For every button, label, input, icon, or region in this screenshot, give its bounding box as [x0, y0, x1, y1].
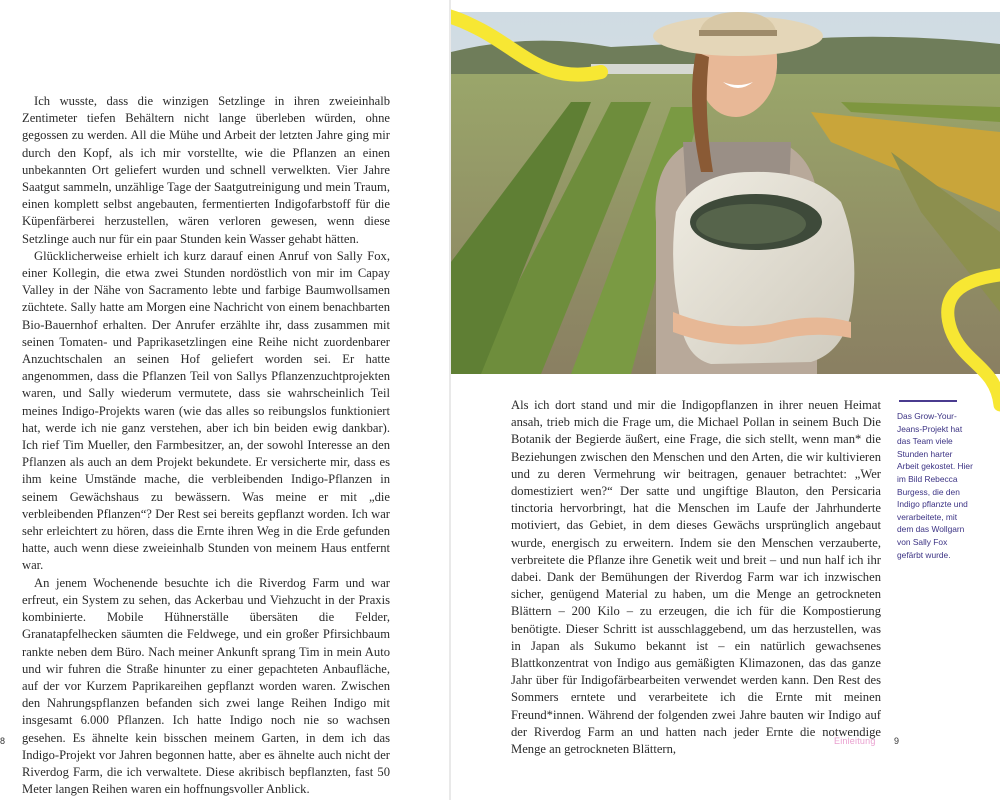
paragraph: Ich wusste, dass die winzigen Setzlinge in ihren zweieinhalb Zentimeter tiefen Behältern nicht lange überleben würden, ohne gegossen zu werden. All die Mühe und Arbeit der letzten Jahre ging mir durch den Kopf, als ich mir vorstellte, wie die Pflanzen an einen unbekannten Ort geliefert wurden und schnell verwelkten. Vier Jahre Saatgut sammeln, unzählige Tage der Saatgutreinigung und mein Traum, einen komplett selbst angebauten, fermentierten Indigofarbstoff für die Küpenfärberei herzustellen, wären verloren gewesen, wenn diese Setzlinge auch nur für ein paar Stunden kein Wasser gehabt hätten. — [22, 94, 390, 246]
right-body-text — [511, 397, 881, 758]
paragraph: Als ich dort stand und mir die Indigopflanzen in ihrer neuen Heimat ansah, trieb mich die Frage um, die Michael Pollan in seinem Buch Die Botanik der Begierde äußert, eine Frage, die sich stellt, wenn man* die Beziehungen zwischen den Menschen und den Arten, die wir kultivieren und zu deren Vermehrung wir beitragen, genauer betrachtet: „Wer domestiziert wen?“ Der satte und ungiftige Blauton, den Persicaria tinctoria hervorbringt, hat die Menschen im Laufe der Jahrhunderte motiviert, das Gebiet, in dem dieses Gewächs ursprünglich angebaut wurde, energisch zu erweitern. Indem sie den Menschen verzauberte, verbreitete die Pflanze ihre Genetik weit und breit – und nun half ich ihr dabei. Dank der Bemühungen der Riverdog Farm war ich inzwischen sicher, genügend Material zu haben, um die Menge an getrockneten Blättern – 200 Kilo – zu erzeugen, die ich für die Kompostierung benötigte. Dieser Schritt ist ausschlaggebend, um das herzustellen, was in Japan als Sukumo bekannt ist – ein natürlich gewachsenes Blattkonzentrat von Indigo aus gemäßigten Klimazonen, das das ganze Jahr über für Indigofärbearbeiten verwendet werden kann. Den Rest des Sommers erntete und verarbeitete ich die Ernte mit meinen Freund*innen. Während der folgenden zwei Jahre bauten wir Indigo auf der Riverdog Farm an und hatten nach jeder Ernte die notwendige Menge an getrockneten Blättern, — [511, 398, 881, 757]
farm-photo — [451, 12, 1000, 374]
right-page — [451, 0, 1000, 800]
left-page — [0, 0, 449, 800]
paragraph: Glücklicherweise erhielt ich kurz darauf einen Anruf von Sally Fox, einer Kollegin, die etwa zwei Stunden nordöstlich von mir im Capay Valley in der Nähe von Sacramento lebte und farbige Baumwollsamen züchtete. Sally hatte am Morgen eine Nachricht von einem benachbarten Bio-Bauernhof erhalten. Der Anrufer erzählte ihr, dass zusammen mit seinen Tomaten- und Paprikasetzlingen eine Reihe nicht zuordenbarer Anzuchtschalen an seinen Hof geliefert worden sei. Er hatte angenommen, dass die Pflanzen Teil von Sallys Pflanzenzuchtprojekten waren, und Sally wiederum vermutete, dass sie wahrscheinlich Teil meines Indigo-Projekts waren (wie das alles so reibungslos funktioniert hat, werde ich nie ganz verstehen, aber ich bin beiden ewig dankbar). Ich rief Tim Mueller, den Farmbesitzer, an, der sowohl Interesse an den Pflanzen als auch an dem Projekt bekundete. Er versicherte mir, dass es ihm keine Umstände mache, die verbleibenden Indigo-Pflanzen in seinem Gewächshaus zu bewässern. Was meine er mit „die verbleibenden Pflanzen“? Der Rest sei bereits gepflanzt worden. Ich war sehr erleichtert zu hören, dass die Ernte ihren Weg in die Erde gefunden hatte, auch wenn diese zweieinhalb Stunden von meinem Haus entfernt war. — [22, 248, 390, 573]
page-number-left: 8 — [0, 736, 6, 746]
photo-caption: Das Grow-Your-Jeans-Projekt hat das Team viele Stunden harter Arbeit gekostet. Hier im Bild Rebecca Burgess, die den Indigo pflanzte und verarbeitete, mit dem das Wollgarn von Sally Fox gefärbt wurde. — [897, 411, 973, 560]
page-number-right: 9 — [894, 736, 900, 746]
left-body-text — [22, 93, 390, 798]
caption-rule — [899, 400, 957, 402]
paragraph: An jenem Wochenende besuchte ich die Riverdog Farm und war erfreut, ein System zu sehen, das Ackerbau und Viehzucht in der Praxis kombinierte. Mobile Hühnerställe übersäten die Felder, Granatapfelhecken säumten die Feldwege, und ein großer Pfirsichbaum rankte neben dem Büro. Nach meiner Ankunft sprang Tim in mein Auto und wir fuhren die Straße hinunter zu einer gepachteten Anbaufläche, auf der vor Kurzem Paprikareihen gepflanzt worden waren. Zwischen den Nahrungspflanzen befanden sich zwei lange Reihen Indigo mit insgesamt 6.000 Pflanzen. Ich hatte Indigo noch nie so wachsen gesehen. Es ähnelte kein bisschen meinem Garten, in dem ich das Indigo-Projekt vor Jahren begonnen hatte, aber es ähnelte auch nicht der Riverdog Farm, die ich verwaltete. Diese akribisch bepflanzten, fast 50 Meter langen Reihen waren ein hoffnungsvoller Anblick. — [22, 575, 390, 797]
running-head: Einleitung — [834, 736, 876, 746]
